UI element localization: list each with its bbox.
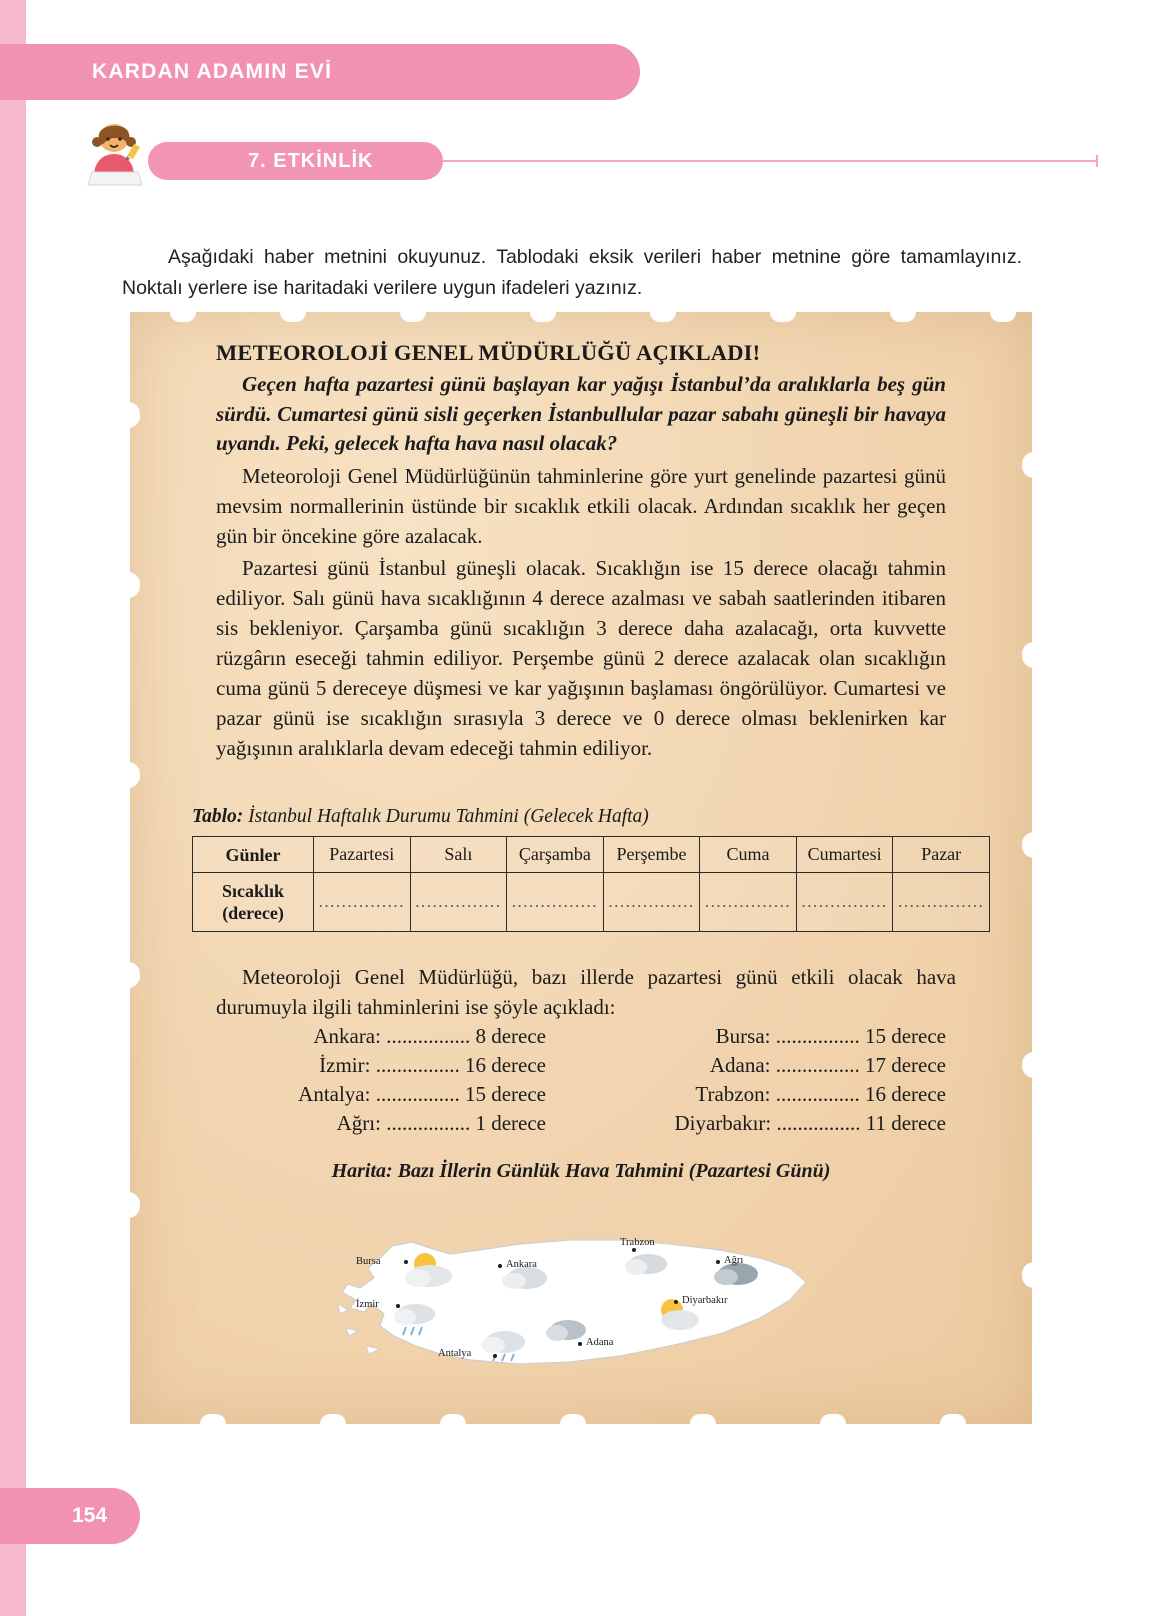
list-item — [216, 1111, 956, 1136]
page-title: KARDAN ADAMIN EVİ — [92, 60, 333, 83]
news-article — [216, 340, 946, 763]
city-temperature-list — [216, 1024, 956, 1140]
parchment-bottom-edge — [130, 1416, 1032, 1432]
news-paragraph-1 — [216, 461, 946, 551]
news-lede — [216, 370, 946, 459]
left-color-band — [0, 0, 26, 1616]
parchment-left-edge — [124, 312, 138, 1424]
table-cell-temp-2[interactable]: ............... — [507, 873, 604, 932]
table-header-days: Günler — [193, 837, 314, 873]
parchment-right-edge — [1024, 312, 1038, 1424]
table-caption — [192, 806, 649, 828]
map-label-antalya: Antalya — [438, 1348, 472, 1359]
table-row — [193, 837, 990, 873]
city-entry-izmir[interactable]: İzmir: ................ 16 derece — [319, 1053, 546, 1077]
table-row — [193, 873, 990, 932]
table-header-day-6: Pazar — [893, 837, 990, 873]
city-entry-trabzon[interactable]: Trabzon: ................ 16 derece — [695, 1082, 946, 1106]
table-cell-temp-1[interactable]: ............... — [410, 873, 507, 932]
list-item — [216, 1024, 956, 1049]
table-caption-label: Tablo: — [192, 806, 244, 827]
map-caption: Harita: Bazı İllerin Günlük Hava Tahmini (Pazartesi Günü) — [331, 1160, 831, 1182]
activity-banner — [80, 132, 1020, 190]
table-header-day-1: Salı — [410, 837, 507, 873]
after-table-paragraph — [216, 962, 956, 1022]
activity-rule — [443, 160, 1098, 162]
table-cell-temp-4[interactable]: ............... — [700, 873, 797, 932]
list-item — [216, 1053, 956, 1078]
table-cell-temp-0[interactable]: ............... — [314, 873, 411, 932]
city-entry-diyarbakir[interactable]: Diyarbakır: ................ 11 derece — [674, 1111, 946, 1135]
news-paragraph-2 — [216, 553, 946, 763]
table-header-day-0: Pazartesi — [314, 837, 411, 873]
chapter-header-bar — [0, 44, 640, 100]
city-entry-ankara[interactable]: Ankara: ................ 8 derece — [313, 1024, 546, 1048]
news-paragraph-1-text: Meteoroloji Genel Müdürlüğünün tahminlerine göre yurt genelinde pazartesi günü mevsim normallerinin üstünde bir sıcaklık etkili olacak. Ardından sıcaklık her geçen gün bir öncekine göre azalacak. — [216, 463, 946, 548]
table-header-day-3: Perşembe — [603, 837, 700, 873]
table-header-day-5: Cumartesi — [796, 837, 893, 873]
map-label-bursa: Bursa — [356, 1256, 381, 1267]
city-entry-bursa[interactable]: Bursa: ................ 15 derece — [715, 1024, 946, 1048]
map-label-adana: Adana — [586, 1337, 614, 1348]
map-label-agri: Ağrı — [724, 1255, 744, 1266]
table-cell-temp-5[interactable]: ............... — [796, 873, 893, 932]
table-header-temperature: Sıcaklık (derece) — [193, 873, 314, 932]
news-lede-text: Geçen hafta pazartesi günü başlayan kar yağışı İstanbul’da aralıklarla beş gün sürdü. Cumartesi günü sisli geçerken İstanbullular pazar sabahı güneşli bir havaya uyandı. Peki, gelecek hafta hava nasıl olacak? — [216, 372, 946, 455]
parchment-top-edge — [130, 304, 1032, 320]
after-table-text: Meteoroloji Genel Müdürlüğü, bazı illerde pazartesi günü etkili olacak hava durumuyla ilgili tahminlerini ise şöyle açıkladı: — [216, 965, 956, 1019]
table-cell-temp-3[interactable]: ............... — [603, 873, 700, 932]
page-number-tab — [0, 1488, 140, 1544]
intro-paragraph — [122, 242, 1022, 304]
activity-label: 7. ETKİNLİK — [248, 149, 374, 172]
map-label-diyarbakir: Diyarbakır — [682, 1295, 728, 1306]
news-headline: METEOROLOJİ GENEL MÜDÜRLÜĞÜ AÇIKLADI! — [216, 340, 761, 365]
map-label-trabzon: Trabzon — [620, 1237, 655, 1248]
intro-text: Aşağıdaki haber metnini okuyunuz. Tablodaki eksik verileri haber metnine göre tamamlayınız. Noktalı yerlere ise haritadaki verilere uygun ifadeleri yazınız. — [122, 245, 1022, 299]
page-number: 154 — [72, 1504, 108, 1527]
student-writing-icon — [80, 118, 150, 190]
turkey-weather-map — [320, 1196, 840, 1396]
table-cell-temp-6[interactable]: ............... — [893, 873, 990, 932]
table-caption-text: İstanbul Haftalık Durumu Tahmini (Gelecek Hafta) — [248, 806, 649, 827]
activity-pill — [148, 142, 443, 180]
map-label-ankara: Ankara — [506, 1259, 537, 1270]
weather-table — [192, 836, 990, 932]
map-graphic — [320, 1196, 840, 1396]
parchment-panel — [130, 312, 1032, 1424]
table-header-day-4: Cuma — [700, 837, 797, 873]
city-entry-antalya[interactable]: Antalya: ................ 15 derece — [298, 1082, 546, 1106]
city-entry-adana[interactable]: Adana: ................ 17 derece — [709, 1053, 946, 1077]
table-header-day-2: Çarşamba — [507, 837, 604, 873]
city-entry-agri[interactable]: Ağrı: ................ 1 derece — [336, 1111, 546, 1135]
map-label-izmir: İzmir — [356, 1299, 379, 1310]
news-paragraph-2-text: Pazartesi günü İstanbul güneşli olacak. Sıcaklığın ise 15 derece olacağı tahmin ediliyor. Salı günü hava sıcaklığının 4 derece azalması ve sabah saatlerinden itibaren sis bekleniyor. Çarşamba günü sıcaklığın 3 derece daha azalacağı, orta kuvvette rüzgârın eseceği tahmin ediliyor. Perşembe günü 2 derece azalacak olan sıcaklığın cuma günü 5 dereceye düşmesi ve kar yağışının başlaması öngörülüyor. Cumartesi ve pazar günü ise sıcaklığın sırasıyla 3 derece ve 0 derece olması beklenirken kar yağışının aralıklarla devam edeceği tahmin ediliyor. — [216, 555, 946, 760]
list-item — [216, 1082, 956, 1107]
